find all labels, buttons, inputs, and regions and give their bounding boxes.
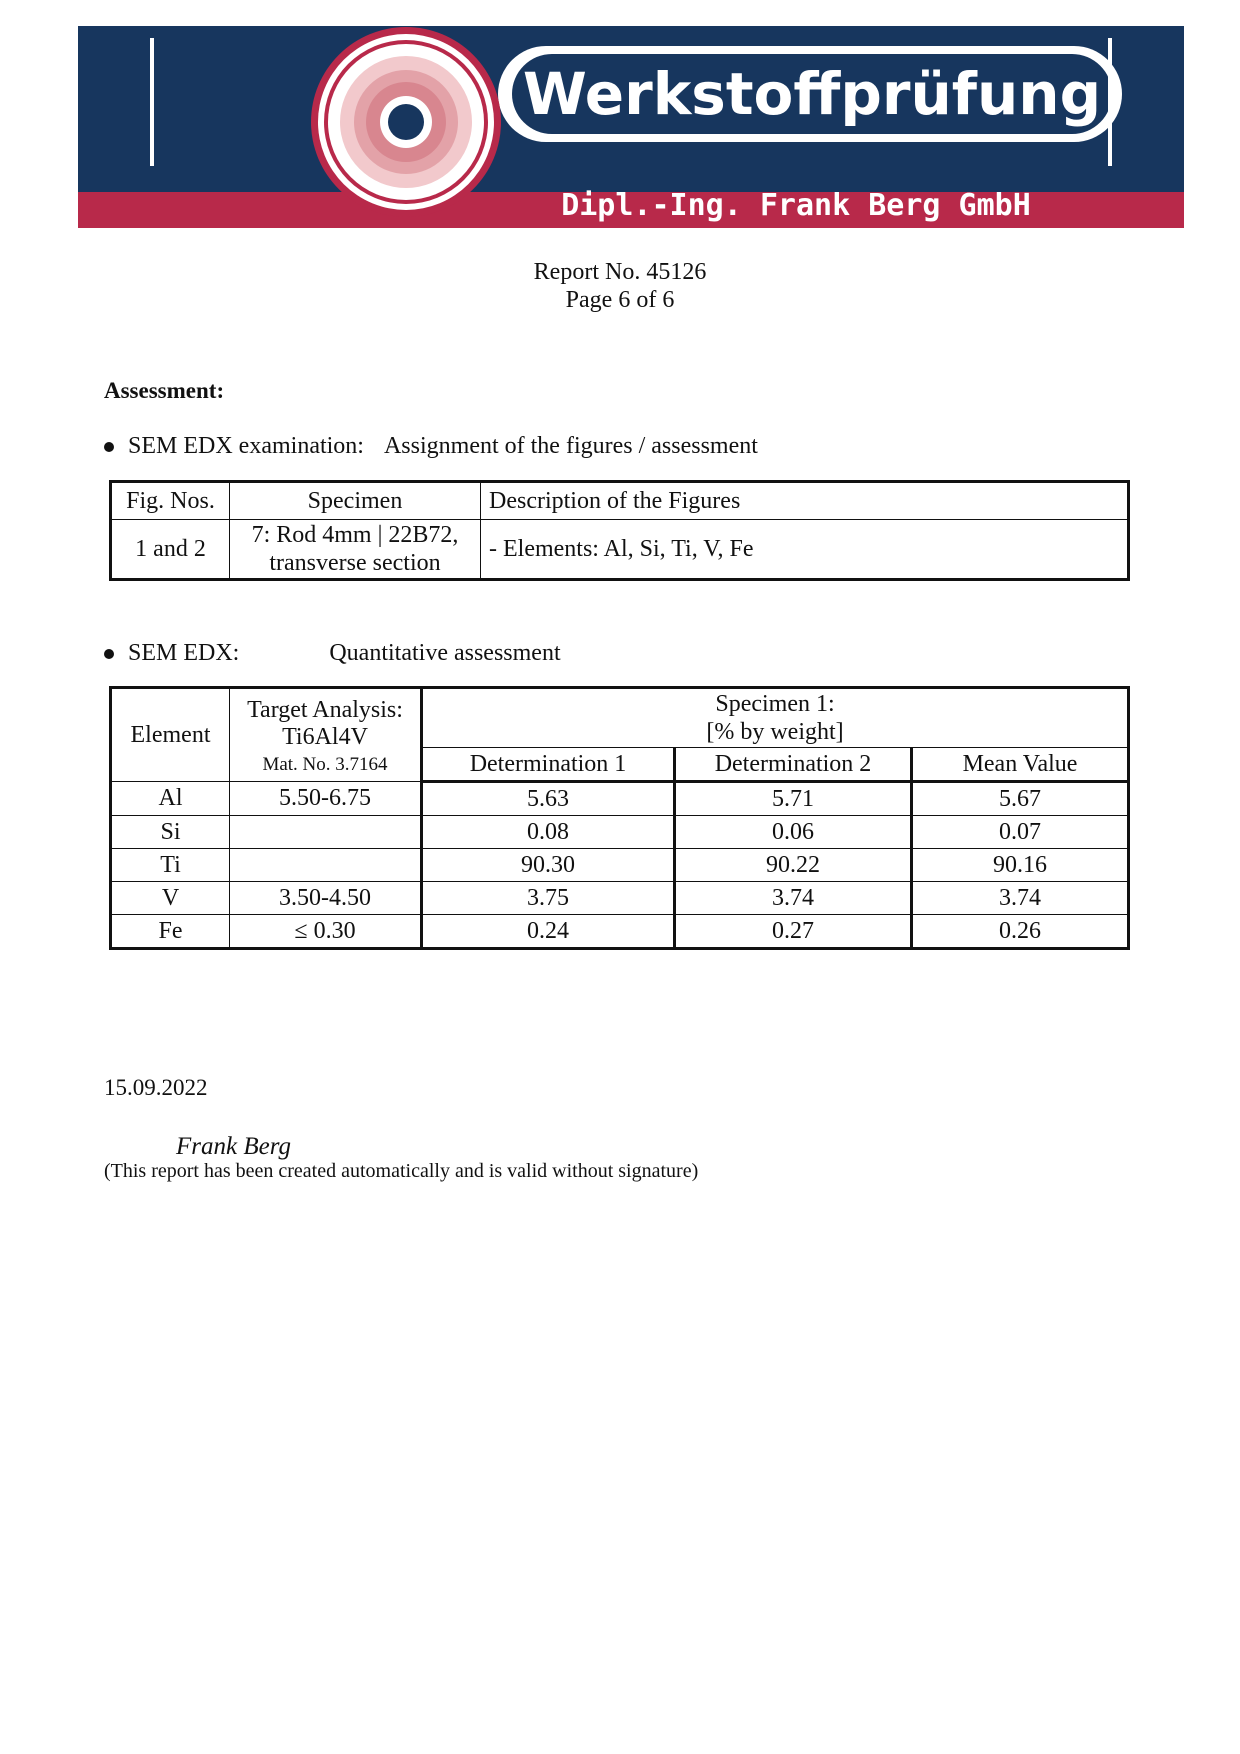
bullet-icon [104, 649, 114, 659]
det2-cell: 90.22 [675, 849, 912, 882]
banner-left-bar [150, 38, 154, 166]
bullet-icon [104, 442, 114, 452]
specimen-cell [230, 520, 481, 580]
header-specimen: Specimen [230, 482, 481, 520]
company-subtitle: Dipl.-Ing. Frank Berg GmbH [561, 188, 1031, 223]
det1-cell: 90.30 [422, 849, 675, 882]
report-date: 15.09.2022 [104, 1075, 208, 1100]
target-cell: 3.50-4.50 [230, 882, 422, 915]
sem-edx-examination-text: Assignment of the figures / assessment [383, 433, 758, 459]
table-row [111, 849, 1129, 882]
det1-cell: 5.63 [422, 782, 675, 816]
report-number: Report No. 45126 [533, 259, 707, 285]
det1-cell: 0.24 [422, 915, 675, 949]
sem-edx-examination-label: SEM EDX examination: [128, 433, 364, 459]
fig-cell: 1 and 2 [111, 520, 230, 580]
table-row [111, 782, 1129, 816]
mean-cell: 3.74 [912, 882, 1129, 915]
det2-cell: 5.71 [675, 782, 912, 816]
target-icon [311, 27, 501, 217]
sem-edx-examination-line [104, 433, 758, 460]
header-mean-value: Mean Value [912, 748, 1129, 782]
det2-cell: 3.74 [675, 882, 912, 915]
element-cell: Fe [111, 915, 230, 949]
specimen-1-line-1: Specimen 1: [715, 691, 835, 717]
mean-cell: 0.07 [912, 816, 1129, 849]
specimen-line-2: transverse section [269, 550, 441, 576]
target-line-1: Target Analysis: [247, 696, 403, 723]
mean-cell: 90.16 [912, 849, 1129, 882]
det1-cell: 0.08 [422, 816, 675, 849]
target-cell [230, 816, 422, 849]
header-element: Element [111, 688, 230, 782]
sem-edx-quant-label: SEM EDX: [128, 640, 240, 666]
sem-edx-quant-text: Quantitative assessment [329, 640, 561, 666]
det1-cell: 3.75 [422, 882, 675, 915]
element-cell: Ti [111, 849, 230, 882]
report-header [0, 258, 1240, 314]
table-row [111, 882, 1129, 915]
element-cell: V [111, 882, 230, 915]
header-determination-2: Determination 2 [675, 748, 912, 782]
company-banner [78, 24, 1184, 228]
quantitative-table [109, 686, 1130, 950]
quant-header-row-1 [111, 688, 1129, 748]
table-row [111, 520, 1129, 580]
auto-report-note: (This report has been created automatically and is valid without signature) [104, 1160, 699, 1182]
description-cell: - Elements: Al, Si, Ti, V, Fe [481, 520, 1129, 580]
table-row [111, 816, 1129, 849]
header-fig-nos: Fig. Nos. [111, 482, 230, 520]
header-specimen-1 [422, 688, 1129, 748]
figures-table [109, 480, 1130, 581]
table-row [111, 915, 1129, 949]
element-cell: Al [111, 782, 230, 816]
header-determination-1: Determination 1 [422, 748, 675, 782]
banner-right-bar [1108, 38, 1112, 166]
det2-cell: 0.27 [675, 915, 912, 949]
target-cell: 5.50-6.75 [230, 782, 422, 816]
target-cell [230, 849, 422, 882]
header-target-analysis [230, 688, 422, 782]
mean-cell: 5.67 [912, 782, 1129, 816]
figures-table-header [111, 482, 1129, 520]
signature: Frank Berg [176, 1133, 292, 1160]
company-name: Werkstoffprüfung [522, 60, 1102, 128]
report-page: Page 6 of 6 [565, 287, 675, 313]
header-description: Description of the Figures [481, 482, 1129, 520]
specimen-line-1: 7: Rod 4mm | 22B72, [251, 522, 459, 548]
sem-edx-quant-line [104, 640, 561, 667]
element-cell: Si [111, 816, 230, 849]
specimen-1-line-2: [% by weight] [706, 719, 844, 745]
target-line-2: Ti6Al4V [282, 723, 368, 750]
mean-cell: 0.26 [912, 915, 1129, 949]
target-cell: ≤ 0.30 [230, 915, 422, 949]
assessment-title: Assessment: [104, 378, 225, 403]
target-line-3: Mat. No. 3.7164 [262, 753, 388, 775]
det2-cell: 0.06 [675, 816, 912, 849]
